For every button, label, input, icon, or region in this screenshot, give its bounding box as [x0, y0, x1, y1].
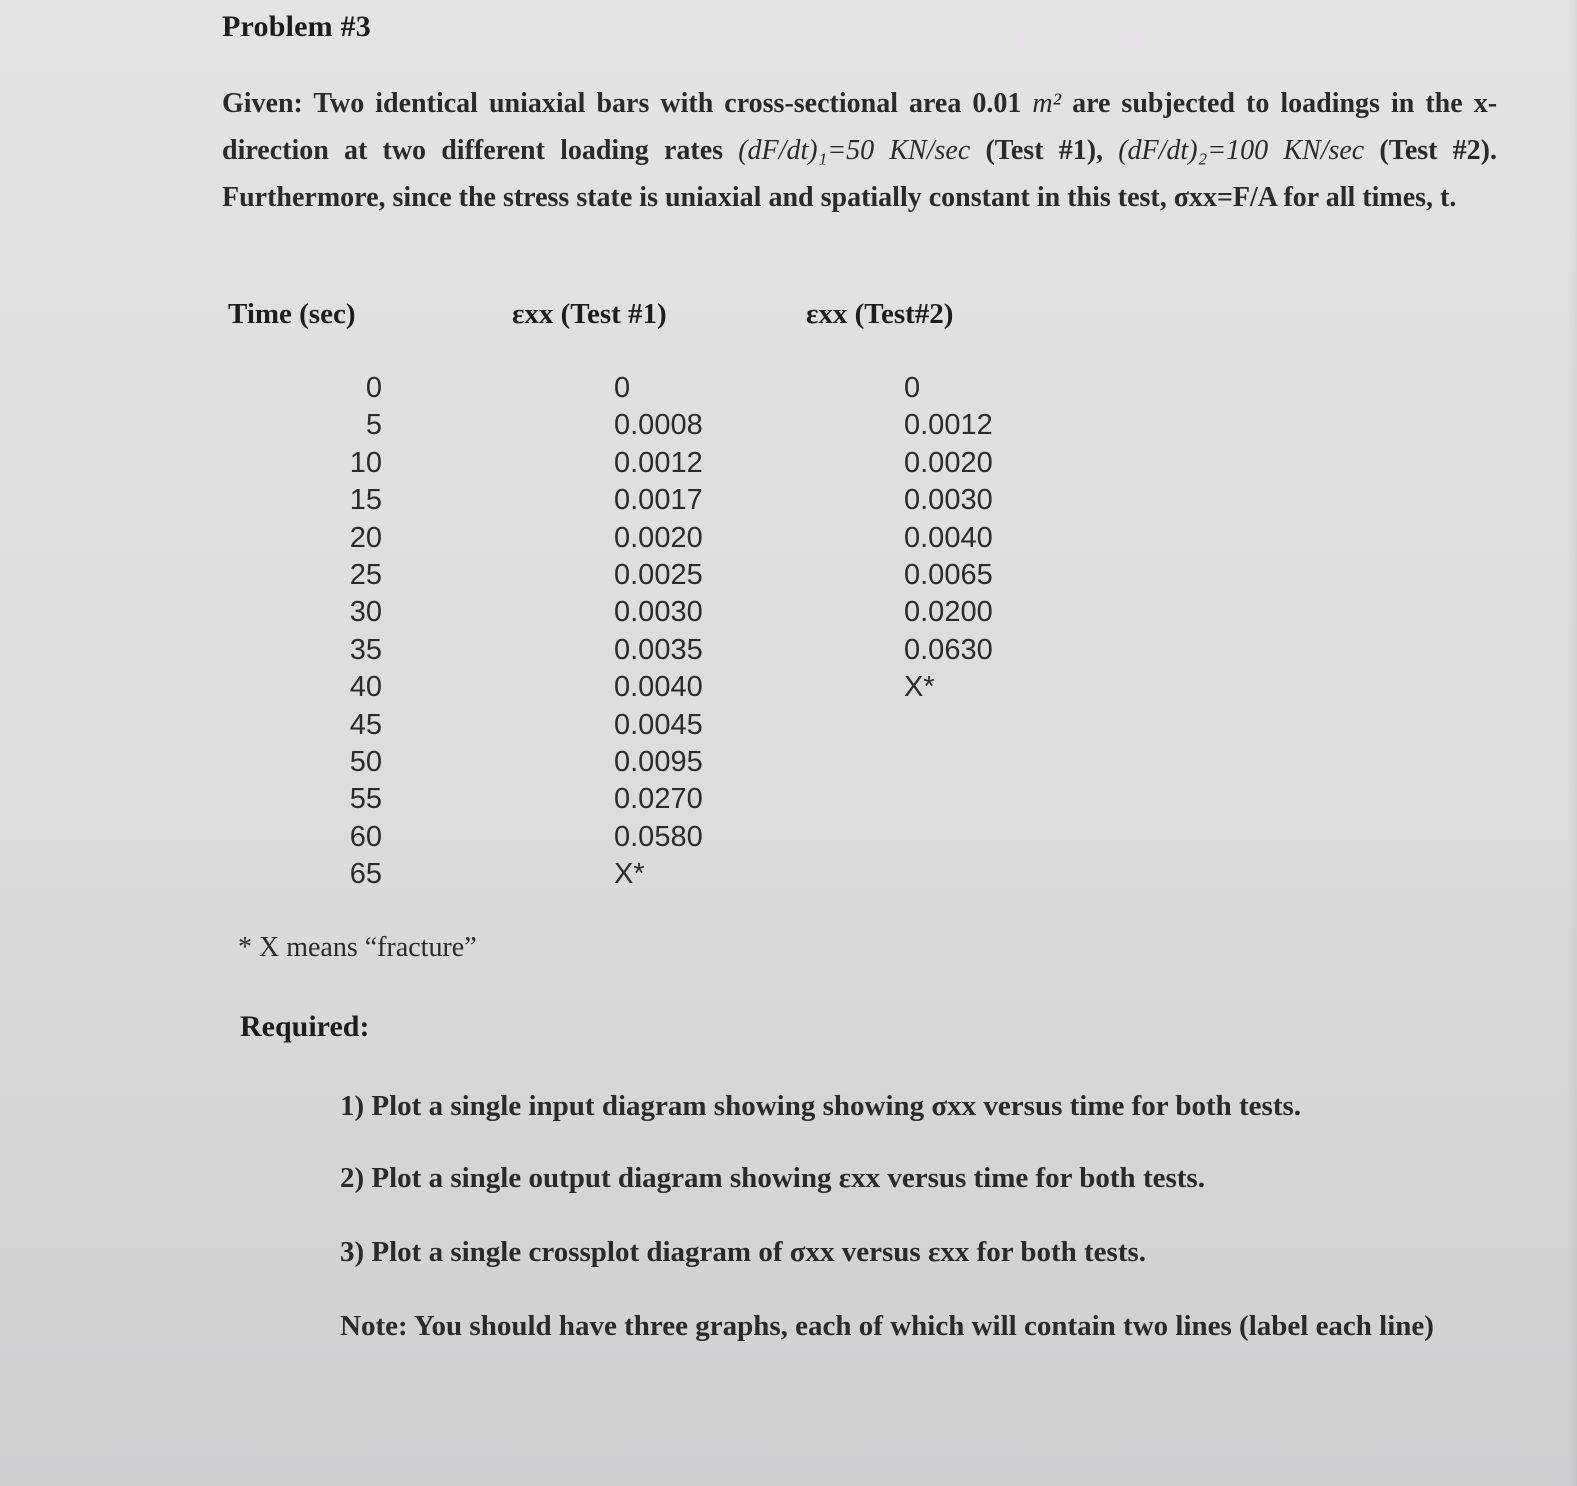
time-cell: 65 [349, 858, 382, 891]
test1-strain-cell: 0.0040 [614, 671, 703, 704]
given-text-4: (Test #2). Furthermore, since the stress state is uniaxial and spatially constant in this test, σxx=F/A for all times, t. [222, 135, 1498, 213]
test2-strain-column [904, 370, 993, 707]
required-item-1: 1) Plot a single input diagram showing showing σxx versus time for both tests. [340, 1090, 1302, 1122]
time-cell: 30 [349, 596, 382, 629]
header-test1: εxx (Test #1) [512, 298, 667, 330]
time-cell: 5 [365, 409, 382, 442]
test1-strain-column [614, 370, 703, 894]
time-cell: 45 [349, 708, 382, 741]
test2-strain-cell: 0 [904, 372, 921, 404]
time-cell: 15 [349, 484, 382, 517]
required-heading: Required: [240, 1010, 370, 1043]
given-text-1: Two identical uniaxial bars with cross-sectional area 0.01 [313, 88, 1022, 119]
time-cell: 10 [349, 446, 382, 479]
test1-strain-cell: 0.0025 [614, 559, 703, 592]
required-item-3: 3) Plot a single crossplot diagram of σxx versus εxx for both tests. [340, 1236, 1147, 1268]
given-label: Given: [222, 88, 303, 119]
test1-strain-cell: 0.0017 [614, 484, 703, 517]
time-cell: 25 [349, 559, 382, 592]
test2-strain-cell: 0.0012 [904, 409, 993, 442]
required-note: Note: You should have three graphs, each of which will contain two lines (label each line) [340, 1310, 1434, 1342]
area-unit: m² [1032, 88, 1062, 119]
test2-strain-cell: 0.0630 [904, 633, 993, 666]
time-cell: 55 [349, 783, 382, 816]
fracture-footnote: * X means “fracture” [238, 932, 477, 963]
test2-strain-cell: 0.0040 [904, 521, 993, 554]
time-cell: 50 [349, 746, 382, 779]
problem-title: Problem #3 [222, 10, 371, 43]
photo-edge-shadow [1567, 0, 1577, 1486]
test1-strain-cell: 0.0008 [614, 409, 703, 442]
time-column [320, 370, 382, 894]
time-cell: 35 [349, 633, 382, 666]
test1-strain-cell: 0.0095 [614, 746, 703, 779]
test2-strain-cell: 0.0065 [904, 559, 993, 592]
test1-strain-cell: 0.0012 [614, 446, 703, 479]
test1-strain-cell: X* [614, 858, 645, 891]
loading-rate-1: (dF/dt)₁=50 KN/sec [738, 135, 971, 166]
header-test2: εxx (Test#2) [806, 298, 954, 330]
time-cell: 20 [349, 521, 382, 554]
test1-strain-cell: 0.0580 [614, 820, 703, 853]
given-paragraph [222, 80, 1497, 221]
test1-strain-cell: 0.0030 [614, 596, 703, 629]
test1-strain-cell: 0.0035 [614, 633, 703, 666]
time-cell: 60 [349, 820, 382, 853]
test1-strain-cell: 0 [614, 372, 631, 404]
required-item-2: 2) Plot a single output diagram showing εxx versus time for both tests. [340, 1162, 1205, 1194]
time-cell: 0 [365, 372, 382, 404]
test2-strain-cell: 0.0200 [904, 596, 993, 629]
test2-strain-cell: X* [904, 671, 935, 704]
loading-rate-2: (dF/dt)₂=100 KN/sec [1118, 135, 1365, 166]
given-text-3: (Test #1), [985, 135, 1104, 166]
time-cell: 40 [349, 671, 382, 704]
given-text-2: are subjected to loadings in the x-direction at two different loading rates [222, 88, 1498, 166]
test2-strain-cell: 0.0020 [904, 446, 993, 479]
test1-strain-cell: 0.0020 [614, 521, 703, 554]
test2-strain-cell: 0.0030 [904, 484, 993, 517]
header-time: Time (sec) [228, 298, 356, 330]
test1-strain-cell: 0.0270 [614, 783, 703, 816]
test1-strain-cell: 0.0045 [614, 708, 703, 741]
